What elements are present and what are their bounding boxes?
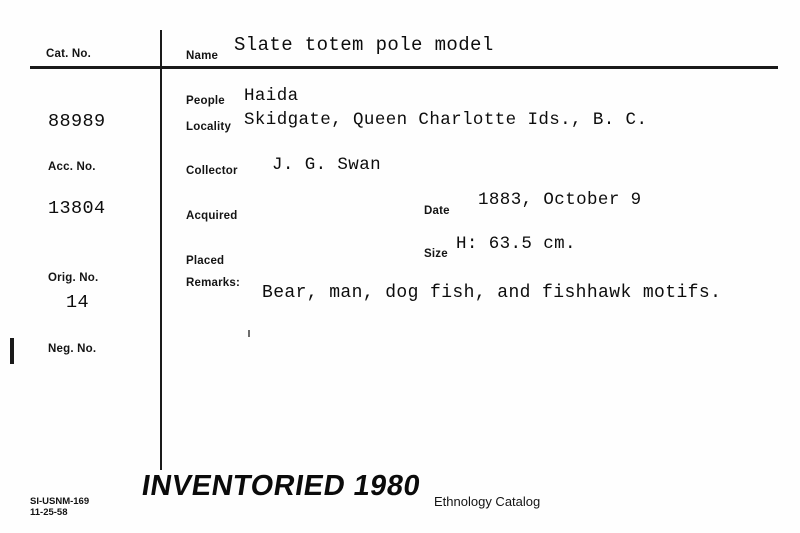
remarks-value: Bear, man, dog fish, and fishhawk motifs. — [262, 283, 722, 303]
form-code-line2: 11-25-58 — [30, 507, 68, 518]
placed-label: Placed — [186, 255, 225, 267]
people-value: Haida — [244, 86, 299, 106]
acc-no-value: 13804 — [48, 198, 106, 219]
inventoried-stamp: INVENTORIED 1980 — [139, 470, 423, 502]
locality-label: Locality — [186, 121, 232, 133]
orig-no-label: Orig. No. — [48, 272, 99, 284]
cat-no-value: 88989 — [48, 111, 106, 132]
vertical-divider — [160, 30, 162, 470]
cat-no-label: Cat. No. — [46, 48, 92, 60]
locality-value: Skidgate, Queen Charlotte Ids., B. C. — [244, 110, 648, 130]
edge-registration-mark — [10, 338, 14, 364]
form-code — [30, 496, 89, 518]
collector-label: Collector — [186, 165, 238, 177]
size-label: Size — [424, 248, 448, 260]
remarks-label: Remarks: — [186, 277, 241, 289]
catalog-name: Ethnology Catalog — [434, 494, 541, 509]
collector-value: J. G. Swan — [272, 155, 382, 175]
horizontal-divider — [30, 66, 778, 69]
name-value: Slate totem pole model — [234, 34, 494, 56]
acc-no-label: Acc. No. — [48, 161, 96, 173]
date-value: 1883, October 9 — [478, 190, 642, 210]
name-label: Name — [186, 50, 219, 62]
size-value: H: 63.5 cm. — [456, 234, 576, 254]
orig-no-value: 14 — [66, 292, 90, 313]
form-code-line1: SI-USNM-169 — [30, 496, 90, 507]
dust-speck — [248, 330, 250, 337]
acquired-label: Acquired — [186, 210, 238, 222]
neg-no-label: Neg. No. — [48, 343, 97, 355]
date-label: Date — [424, 205, 450, 217]
people-label: People — [186, 95, 225, 107]
